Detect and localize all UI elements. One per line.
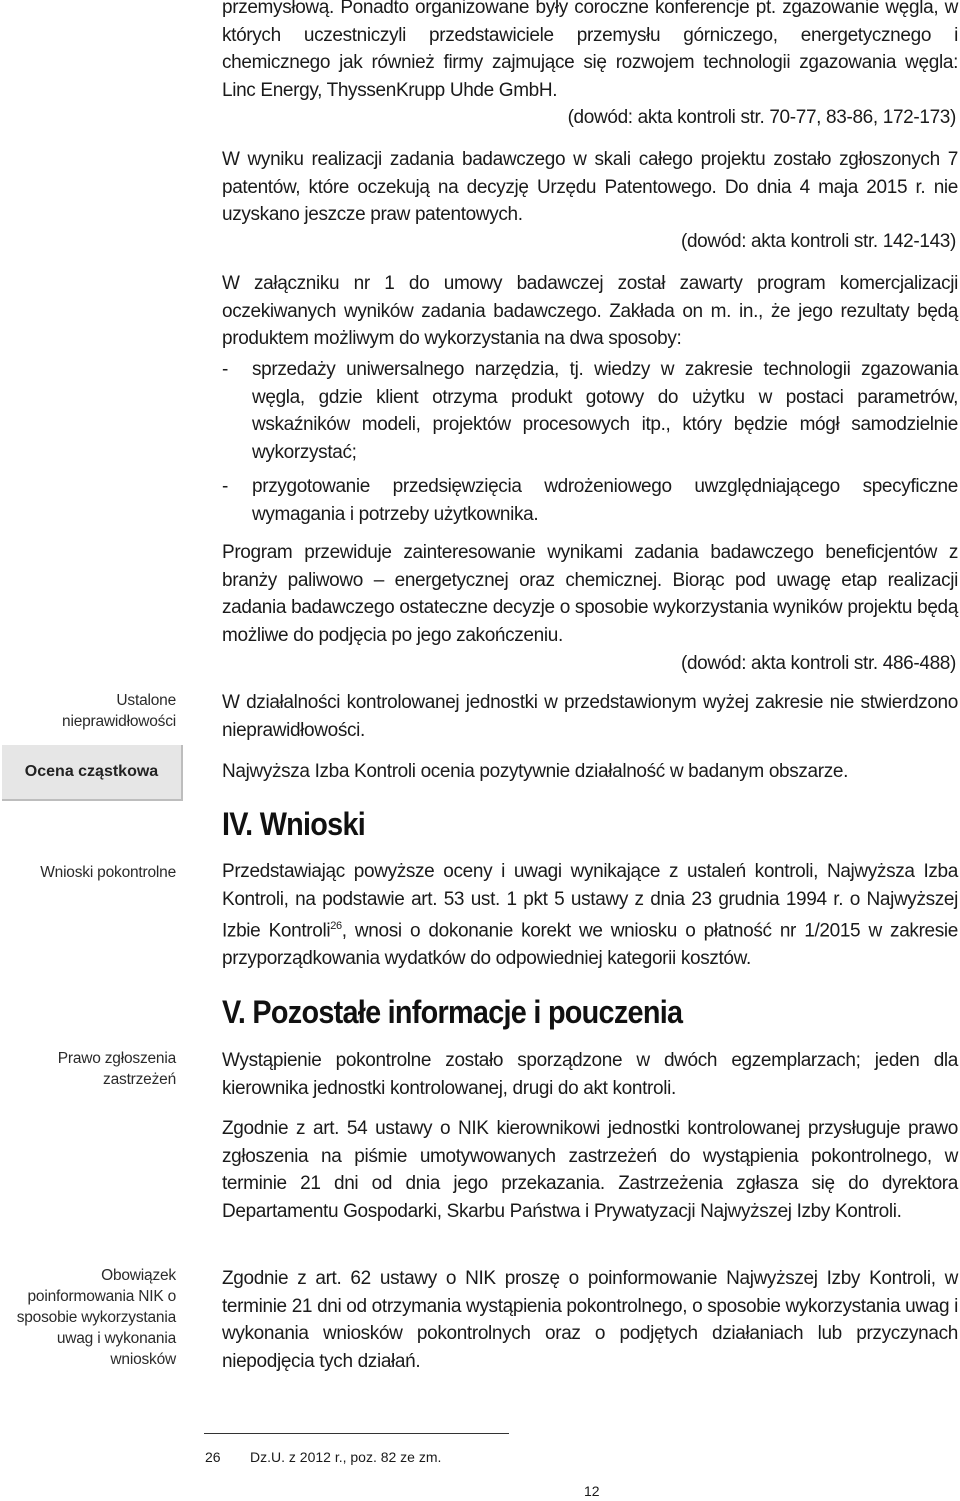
sidebar-assessment-box	[2, 745, 183, 801]
section-heading-conclusions: IV. Wnioski	[222, 806, 366, 842]
list-item-text: sprzedaży uniwersalnego narzędzia, tj. wiedzy w zakresie technologii zgazowania węgla, gdzie klient otrzyma produkt gotowy do użytku w postaci parametrów, wskaźników modeli, projektów procesowych itp., który będzie mógł samodzielnie wykorzystać;	[252, 359, 958, 463]
sidebar-obligation: Obowiązek poinformowania NIK o sposobie wykorzystania uwag i wykonania wniosków	[16, 1267, 176, 1368]
footnote-number: 26	[205, 1449, 221, 1465]
paragraph-assessment: Najwyższa Izba Kontroli ocenia pozytywnie działalność w badanym obszarze.	[222, 761, 849, 782]
footnote-text: Dz.U. z 2012 r., poz. 82 ze zm.	[250, 1449, 442, 1465]
list-item-text: przygotowanie przedsięwzięcia wdrożeniowego uwzględniającego specyficzne wymagania i potrzeby użytkownika.	[252, 476, 958, 525]
sidebar-conclusions: Wnioski pokontrolne	[40, 864, 176, 881]
list-item	[222, 473, 958, 528]
paragraph-program: Program przewiduje zainteresowanie wynikami zadania badawczego beneficjentów z branży paliwowo – energetycznej oraz chemicznej. Biorąc pod uwagę etap realizacji zadania badawczego ostateczne decyzje o sposobie wykorzystania wyników projektu będą możliwe do podjęcia po jego zakończeniu.	[222, 542, 958, 646]
paragraph-copies: Wystąpienie pokontrolne zostało sporządzone w dwóch egzemplarzach; jeden dla kierownika jednostki kontrolowanej, drugi do akt kontroli.	[222, 1050, 958, 1099]
footnote-ref: 26	[330, 920, 342, 932]
paragraph-no-irregularities: W działalności kontrolowanej jednostki w przedstawionym wyżej zakresie nie stwierdzono nieprawidłowości.	[222, 692, 958, 741]
paragraph-text: Przedstawiając powyższe oceny i uwagi wynikające z ustaleń kontroli, Najwyższa Izba Kontroli, na podstawie art. 53 ust. 1 pkt 5 ustawy z dnia 23 grudnia 1994 r. o Najwyższej Izbie Kontroli	[222, 861, 958, 942]
footnote-separator	[204, 1433, 509, 1434]
evidence-reference: (dowód: akta kontroli str. 486-488)	[680, 653, 956, 674]
paragraph-commercialization: W załączniku nr 1 do umowy badawczej został zawarty program komercjalizacji oczekiwanych wyników zadania badawczego. Zakłada on m. in., że jego rezultaty będą produktem możliwym do wykorzystania na dwa sposoby:	[222, 273, 958, 349]
paragraph-conferences: przemysłową. Ponadto organizowane były coroczne konferencje pt. zgazowanie węgla, w których uczestniczyli przedstawiciele przemysłu górniczego, energetycznego i chemicznego jak również firmy zajmujące się rozwojem technologii zgazowania węgla: Linc Energy, ThyssenKrupp Uhde GmbH.	[222, 0, 958, 101]
paragraph-inform-obligation: Zgodnie z art. 62 ustawy o NIK proszę o poinformowanie Najwyższej Izby Kontroli, w terminie 21 dni od otrzymania wystąpienia pokontrolnego, o sposobie wykorzystania uwag i wykonania wniosków pokontrolnych oraz o podjętych działaniach lub przyczynach niepodjęcia tych działań.	[222, 1268, 958, 1372]
evidence-reference: (dowód: akta kontroli str. 70-77, 83-86, 172-173)	[567, 107, 956, 128]
paragraph-patents: W wyniku realizacji zadania badawczego w skali całego projektu zostało zgłoszonych 7 patentów, które oczekują na decyzję Urzędu Patentowego. Do dnia 4 maja 2015 r. nie uzyskano jeszcze praw patentowych.	[222, 149, 958, 225]
paragraph-conclusions	[222, 858, 958, 972]
sidebar-irregularities: Ustalone nieprawidłowości	[62, 692, 176, 730]
paragraph-objections-right: Zgodnie z art. 54 ustawy o NIK kierownikowi jednostki kontrolowanej przysługuje prawo zgłoszenia na piśmie umotywowanych zastrzeżeń do wystąpienia pokontrolnego, w terminie 21 dni od dnia jego przekazania. Zastrzeżenia zgłasza się do dyrektora Departamentu Gospodarki, Skarbu Państwa i Prywatyzacji Najwyższej Izby Kontroli.	[222, 1118, 958, 1222]
bullet-dash: -	[222, 359, 228, 380]
paragraph-text: , wnosi o dokonanie korekt we wniosku o płatność nr 1/2015 w zakresie przyporządkowania wydatków do odpowiedniej kategorii kosztów.	[222, 920, 959, 969]
sidebar-assessment: Ocena cząstkowa	[24, 763, 159, 780]
list-item	[222, 356, 958, 466]
section-heading-other-info: V. Pozostałe informacje i pouczenia	[222, 994, 683, 1030]
margin-sidebar	[0, 0, 184, 1501]
bullet-dash: -	[222, 476, 228, 497]
page-number: 12	[584, 1483, 600, 1499]
evidence-reference: (dowód: akta kontroli str. 142-143)	[680, 231, 956, 252]
sidebar-objections: Prawo zgłoszenia zastrzeżeń	[57, 1050, 176, 1088]
